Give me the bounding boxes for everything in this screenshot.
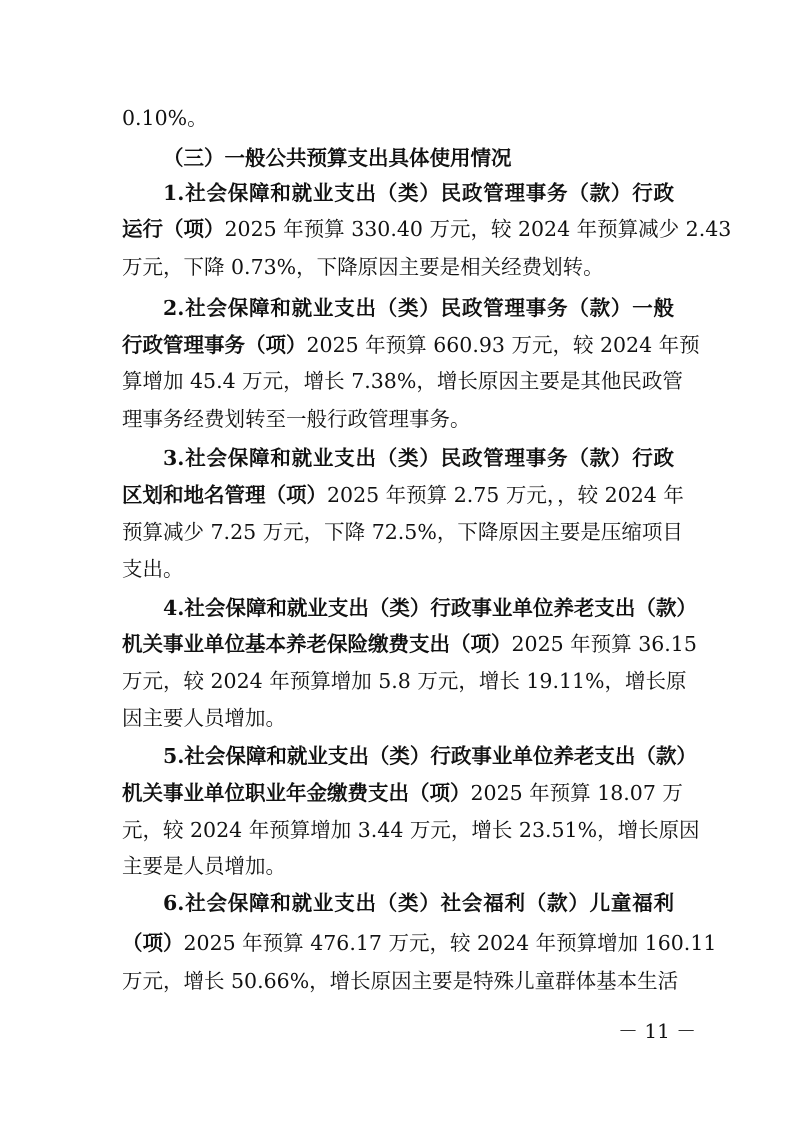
line-bold-text: 区划和地名管理（项） <box>122 483 327 507</box>
line-text: 预算减少 7.25 万元，下降 72.5%，下降原因主要是压缩项目 <box>122 520 683 544</box>
line-bold-text: 2.社会保障和就业支出（类）民政管理事务（款）一般 <box>163 296 674 320</box>
line-text: 2025 年预算 660.93 万元，较 2024 年预 <box>306 333 700 357</box>
section-heading: （三）一般公共预算支出具体使用情况 <box>163 146 512 170</box>
line-bold-text: 3.社会保障和就业支出（类）民政管理事务（款）行政 <box>163 446 674 470</box>
line-text: 2025 年预算 476.17 万元，较 2024 年预算增加 160.11 <box>183 931 717 955</box>
line-text: 算增加 45.4 万元，增长 7.38%，增长原因主要是其他民政管 <box>122 369 683 393</box>
line-bold-text: 4.社会保障和就业支出（类）行政事业单位养老支出（款） <box>163 596 697 620</box>
paragraph-line <box>122 514 683 550</box>
paragraph-line <box>122 925 717 961</box>
line-bold-text: （项） <box>122 931 184 955</box>
line-text: 2025 年预算 330.40 万元，较 2024 年预算减少 2.43 <box>224 217 732 241</box>
line-text: 万元，增长 50.66%，增长原因主要是特殊儿童群体基本生活 <box>122 969 679 993</box>
paragraph-line <box>122 211 732 247</box>
line-text: 万元，较 2024 年预算增加 5.8 万元，增长 19.11%，增长原 <box>122 669 687 693</box>
paragraph-line <box>122 401 674 437</box>
line-text: 主要是人员增加。 <box>122 854 286 878</box>
paragraph-line <box>122 963 679 999</box>
paragraph-line <box>122 551 674 587</box>
paragraph-line <box>163 885 674 921</box>
line-bold-text: 运行（项） <box>122 217 225 241</box>
line-bold-text: 行政管理事务（项） <box>122 333 307 357</box>
paragraph-line <box>163 590 697 626</box>
line-bold-text: 5.社会保障和就业支出（类）行政事业单位养老支出（款） <box>163 744 697 768</box>
line-bold-text: 1.社会保障和就业支出（类）民政管理事务（款）行政 <box>163 181 674 205</box>
line-bold-text: 机关事业单位基本养老保险缴费支出（项） <box>122 632 512 656</box>
line-text: 万元，下降 0.73%，下降原因主要是相关经费划转。 <box>122 255 604 279</box>
line-text: 元，较 2024 年预算增加 3.44 万元，增长 23.51%，增长原因 <box>122 818 700 842</box>
line-text: 支出。 <box>122 557 184 581</box>
paragraph-line <box>122 775 683 811</box>
page-number: － 11 － <box>618 1019 697 1043</box>
paragraph-line <box>163 175 674 211</box>
paragraph-line <box>163 440 674 476</box>
paragraph-line <box>122 327 700 363</box>
line-text: 2025 年预算 18.07 万 <box>470 781 683 805</box>
paragraph-line <box>122 477 684 513</box>
paragraph-line <box>122 700 674 736</box>
line-text: 理事务经费划转至一般行政管理事务。 <box>122 407 471 431</box>
paragraph-line <box>122 249 674 285</box>
paragraph-line <box>122 812 700 848</box>
line-bold-text: 6.社会保障和就业支出（类）社会福利（款）儿童福利 <box>163 891 674 915</box>
paragraph-line <box>163 738 697 774</box>
line-bold-text: 机关事业单位职业年金缴费支出（项） <box>122 781 471 805</box>
paragraph-line <box>122 848 674 884</box>
line-text: 2025 年预算 2.75 万元，，较 2024 年 <box>327 483 684 507</box>
paragraph-line <box>122 363 683 399</box>
line-text: 2025 年预算 36.15 <box>511 632 697 656</box>
paragraph-line <box>122 626 697 662</box>
paragraph-line <box>163 290 674 326</box>
paragraph-line <box>122 663 687 699</box>
line-text: 因主要人员增加。 <box>122 706 286 730</box>
intro-line: 0.10%。 <box>122 106 208 130</box>
